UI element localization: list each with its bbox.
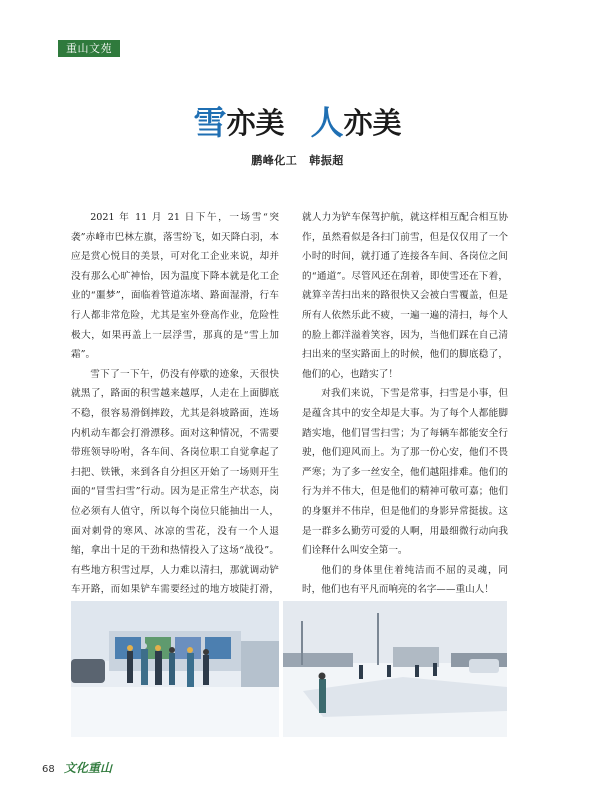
- magazine-logo: 文化重山: [64, 761, 113, 775]
- paragraph: 就人力为铲车保驾护航，就这样相互配合相互协作，虽然看似是各扫门前雪，但是仅仅用了一个小时的时间，就打通了连接各车间、各岗位之间的“通道”。尽管风还在刮着，即使雪还在下着，就算辛苦扫出来的路很快又会被白雪覆盖，但是所有人依然乐此不疲，一遍一遍的清扫，每个人的脸上都洋溢着笑容，因为，当他们踩在自己清扫出来的坚实路面上的时候，他们的脚底稳了，他们的心，也踏实了！: [302, 212, 508, 380]
- section-tag: 重山文苑: [58, 40, 120, 57]
- photo-right: [283, 601, 507, 737]
- title-text-1: 亦美: [226, 106, 285, 140]
- article-title: [0, 103, 595, 143]
- photo-snow-clearing-yard: [283, 601, 507, 737]
- title-char-snow: 雪: [193, 103, 227, 142]
- paragraph: 对我们来说，下雪是常事，扫雪是小事，但是蕴含其中的安全却是大事。为了每个人都能脚踏实地，他们冒雪扫雪；为了每辆车都能安全行驶，他们迎风而上。为了那一份心安，他们不畏严寒；为了多一丝安全，他们越阻排难。他们的行为并不伟大，但是他们的精神可敬可嘉；他们的身躯并不伟岸，但是他们的身影异常挺拔。这是一群多么勤劳可爱的人啊，用最细微行动向我们诠释什么叫安全第一。: [302, 388, 508, 557]
- title-char-person: 人: [310, 103, 344, 142]
- right-column: [302, 208, 508, 600]
- photo-left: [71, 601, 279, 737]
- byline-author: 韩振超: [309, 154, 344, 167]
- paragraph: 雪下了一下午，仍没有停歇的迹象，天很快就黑了，路面的积雪越来越厚，人走在上面脚底不稳，很容易滑倒摔跤，尤其是斜坡路面，连场内机动车都会打滑漂移。面对这种情况，不需要带班领导吩咐，各车间、各岗位职工自觉拿起了扫把、铁锹，来到各自分担区开始了一场则开生面的“冒雪扫雪”行动。因为是正常生产状态，岗位必须有人值守，所以每个岗位只能抽出一人，面对刺骨的寒风、冰凉的雪花，没有一个人退缩，拿出十足的干劲和热情投入了这场“战役”。有些地方积雪过厚，人力难以清扫，那就调动铲车开路，而如果铲车需要经过的地方坡陡打滑，: [71, 368, 279, 596]
- paragraph: 他们的身体里住着纯洁而不屈的灵魂，同时，他们也有平凡而响亮的名字——重山人！: [302, 564, 508, 596]
- paragraph: 2021 年 11 月 21 日下午，一场雪“突袭”赤峰市巴林左旗，落雪纷飞，如天降白羽，本应是赏心悦目的美景，可对化工企业来说，却并没有那么心旷神怡，因为温度下降本就是化工企业的“噩梦”，面临着管道冻堵、路面湿滑，行车行人都非常危险，尤其是室外登高作业，危险性极大，如果再盖上一层浮雪，那真的是“雪上加霜”。: [71, 212, 279, 361]
- byline: [0, 152, 595, 168]
- byline-org: 鹏峰化工: [251, 154, 298, 167]
- photo-workers-with-shovels: [71, 601, 279, 737]
- page-number: 68: [42, 764, 55, 775]
- left-column: [71, 208, 279, 619]
- title-text-2: 亦美: [343, 106, 402, 140]
